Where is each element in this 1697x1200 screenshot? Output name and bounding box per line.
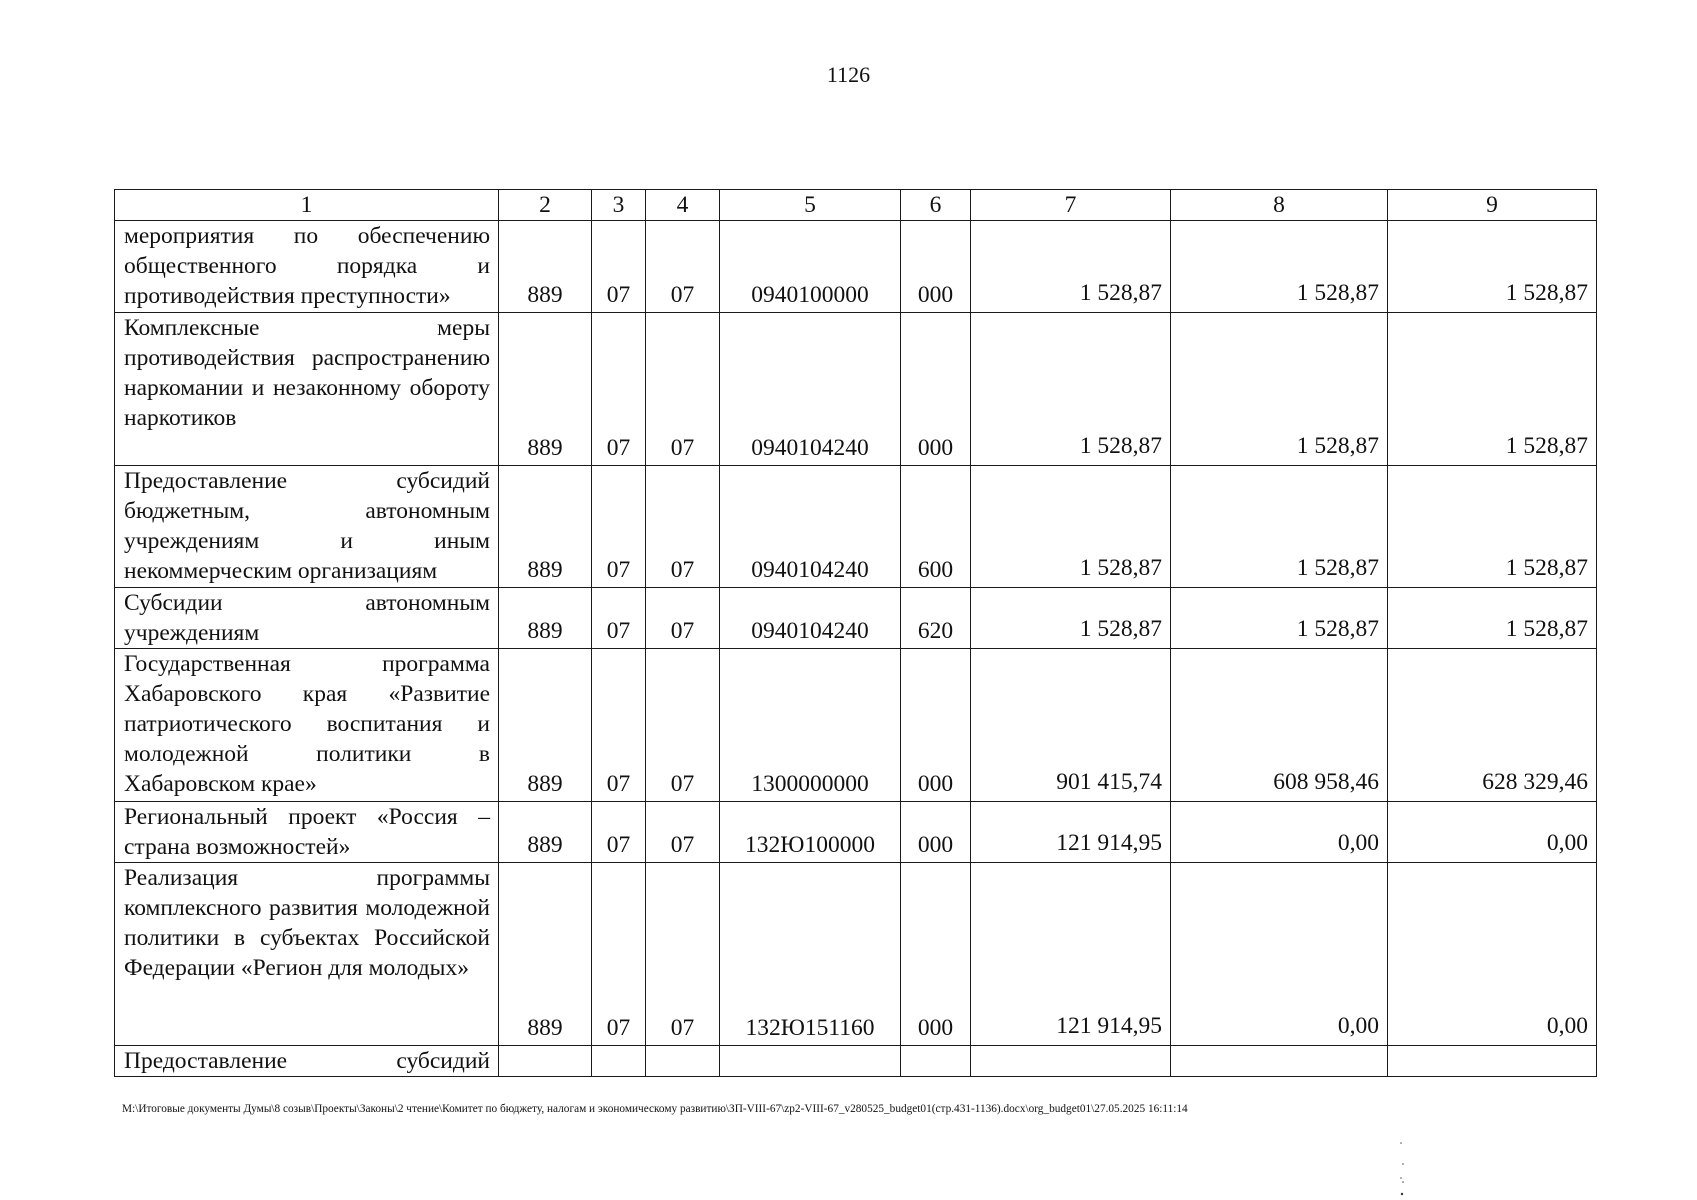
row-name: Предоставление субсидий xyxy=(115,1046,499,1077)
column-header: 5 xyxy=(720,190,901,221)
row-name: Комплексные меры противодействия распространению наркомании и незаконному обороту наркотиков xyxy=(115,313,499,466)
footer-file-path: M:\Итоговые документы Думы\8 созыв\Проекты\Законы\2 чтение\Комитет по бюджету, налогам и экономическому развитию\ЗП-VIII-67\zp2-VIII-67_v280525_budget01(стр.431-1136).docx\org_budget01\27.05.2025 16:11:14 xyxy=(122,1103,1188,1115)
cell-col4: 07 xyxy=(646,221,720,313)
header-row xyxy=(115,190,1597,221)
table-row xyxy=(115,863,1597,1046)
cell-col9: 1 528,87 xyxy=(1388,588,1597,649)
cell-col8: 0,00 xyxy=(1171,802,1388,863)
row-name: Предоставление субсидий бюджетным, автономным учреждениям и иным некоммерческим организациям xyxy=(115,466,499,588)
cell-col6: 000 xyxy=(901,313,971,466)
cell-col6: 000 xyxy=(901,802,971,863)
cell-col5: 0940104240 xyxy=(720,313,901,466)
cell-col3: 07 xyxy=(592,313,646,466)
cell-col3: 07 xyxy=(592,466,646,588)
cell-col6: 600 xyxy=(901,466,971,588)
budget-table xyxy=(114,189,1597,1077)
cell-col5: 0940104240 xyxy=(720,466,901,588)
cell-col2: 889 xyxy=(499,221,592,313)
table-row xyxy=(115,588,1597,649)
cell-col3: 07 xyxy=(592,863,646,1046)
column-header: 7 xyxy=(971,190,1171,221)
cell-col7: 1 528,87 xyxy=(971,466,1171,588)
table-row xyxy=(115,313,1597,466)
cell-col4: 07 xyxy=(646,313,720,466)
column-header: 6 xyxy=(901,190,971,221)
cell-col6: 000 xyxy=(901,863,971,1046)
cell-col2: 889 xyxy=(499,588,592,649)
cell-col8: 1 528,87 xyxy=(1171,313,1388,466)
cell-col4 xyxy=(646,1046,720,1077)
cell-col9: 628 329,46 xyxy=(1388,649,1597,802)
cell-col6 xyxy=(901,1046,971,1077)
cell-col8: 0,00 xyxy=(1171,863,1388,1046)
table-row xyxy=(115,802,1597,863)
row-name: Государственная программа Хабаровского края «Развитие патриотического воспитания и молодежной политики в Хабаровском крае» xyxy=(115,649,499,802)
cell-col6: 000 xyxy=(901,221,971,313)
cell-col4: 07 xyxy=(646,466,720,588)
cell-col8 xyxy=(1171,1046,1388,1077)
table-row xyxy=(115,466,1597,588)
cell-col8: 1 528,87 xyxy=(1171,221,1388,313)
cell-col5: 0940100000 xyxy=(720,221,901,313)
page-number: 1126 xyxy=(826,62,871,87)
cell-col7 xyxy=(971,1046,1171,1077)
cell-col5 xyxy=(720,1046,901,1077)
cell-col2 xyxy=(499,1046,592,1077)
cell-col8: 1 528,87 xyxy=(1171,466,1388,588)
cell-col2: 889 xyxy=(499,802,592,863)
cell-col9: 1 528,87 xyxy=(1388,221,1597,313)
column-header: 8 xyxy=(1171,190,1388,221)
cell-col9: 0,00 xyxy=(1388,863,1597,1046)
column-header: 9 xyxy=(1388,190,1597,221)
cell-col8: 608 958,46 xyxy=(1171,649,1388,802)
table-row xyxy=(115,649,1597,802)
cell-col4: 07 xyxy=(646,588,720,649)
cell-col7: 1 528,87 xyxy=(971,221,1171,313)
cell-col6: 620 xyxy=(901,588,971,649)
cell-col3: 07 xyxy=(592,588,646,649)
cell-col7: 1 528,87 xyxy=(971,588,1171,649)
cell-col2: 889 xyxy=(499,649,592,802)
cell-col2: 889 xyxy=(499,313,592,466)
cell-col9: 0,00 xyxy=(1388,802,1597,863)
cell-col7: 1 528,87 xyxy=(971,313,1171,466)
cell-col4: 07 xyxy=(646,863,720,1046)
cell-col5: 1300000000 xyxy=(720,649,901,802)
row-name: Региональный проект «Россия – страна возможностей» xyxy=(115,802,499,863)
cell-col3: 07 xyxy=(592,649,646,802)
row-name: мероприятия по обеспечению общественного порядка и противодействия преступности» xyxy=(115,221,499,313)
column-header: 3 xyxy=(592,190,646,221)
scan-specks xyxy=(1399,1140,1405,1196)
cell-col4: 07 xyxy=(646,802,720,863)
cell-col9: 1 528,87 xyxy=(1388,313,1597,466)
cell-col2: 889 xyxy=(499,863,592,1046)
cell-col4: 07 xyxy=(646,649,720,802)
cell-col9: 1 528,87 xyxy=(1388,466,1597,588)
cell-col6: 000 xyxy=(901,649,971,802)
table-row xyxy=(115,1046,1597,1077)
column-header: 2 xyxy=(499,190,592,221)
cell-col3 xyxy=(592,1046,646,1077)
cell-col8: 1 528,87 xyxy=(1171,588,1388,649)
cell-col5: 0940104240 xyxy=(720,588,901,649)
cell-col5: 132Ю151160 xyxy=(720,863,901,1046)
row-name: Субсидии автономным учреждениям xyxy=(115,588,499,649)
cell-col7: 121 914,95 xyxy=(971,863,1171,1046)
row-name: Реализация программы комплексного развития молодежной политики в субъектах Российской Федерации «Регион для молодых» xyxy=(115,863,499,1046)
cell-col9 xyxy=(1388,1046,1597,1077)
cell-col2: 889 xyxy=(499,466,592,588)
cell-col3: 07 xyxy=(592,802,646,863)
cell-col5: 132Ю100000 xyxy=(720,802,901,863)
cell-col7: 901 415,74 xyxy=(971,649,1171,802)
table-row xyxy=(115,221,1597,313)
cell-col3: 07 xyxy=(592,221,646,313)
column-header: 4 xyxy=(646,190,720,221)
cell-col7: 121 914,95 xyxy=(971,802,1171,863)
column-header: 1 xyxy=(115,190,499,221)
